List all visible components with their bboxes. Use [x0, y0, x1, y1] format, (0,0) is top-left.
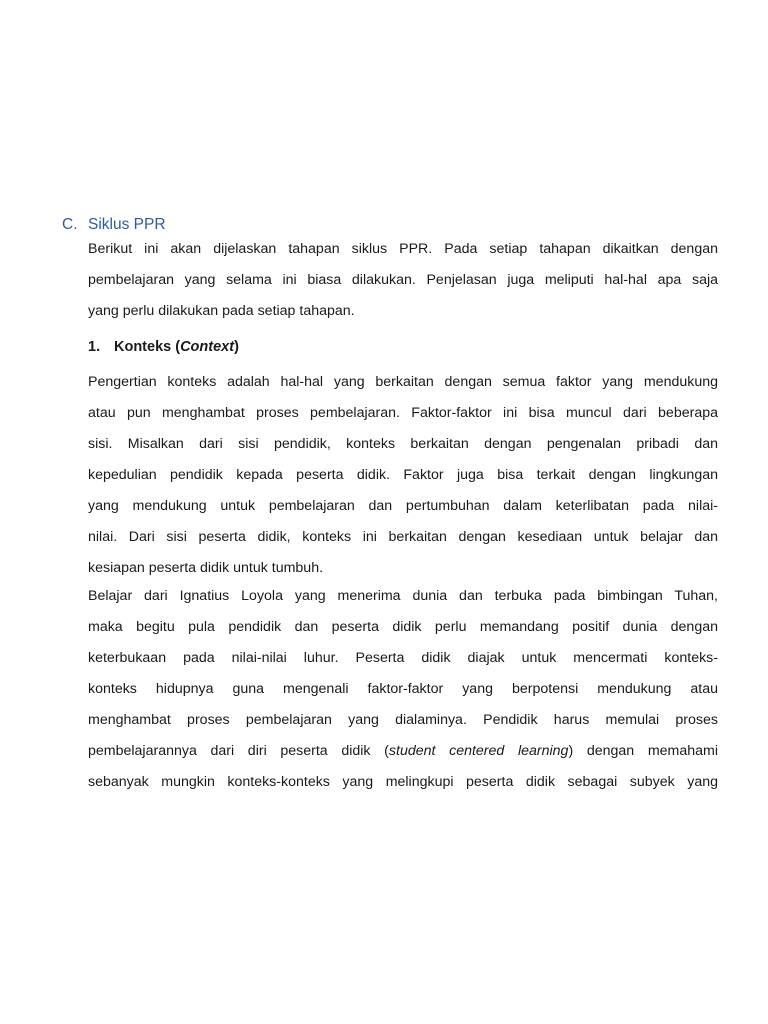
text-line: atau pun menghambat proses pembelajaran. Faktor-faktor ini bisa muncul dari beberapa	[88, 405, 718, 421]
paragraph-context-definition	[88, 367, 718, 584]
text-line-mixed	[88, 736, 718, 767]
subsection-title-end: )	[234, 339, 239, 355]
text-segment: ) dengan memahami	[568, 743, 718, 759]
text-line: kesiapan peserta didik untuk tumbuh.	[88, 560, 324, 576]
section-title: Siklus PPR	[88, 216, 166, 233]
text-line: sisi. Misalkan dari sisi pendidik, konteks berkaitan dengan pengenalan pribadi dan	[88, 436, 718, 452]
text-line: Berikut ini akan dijelaskan tahapan siklus PPR. Pada setiap tahapan dikaitkan dengan	[88, 241, 718, 257]
text-line: Belajar dari Ignatius Loyola yang menerima dunia dan terbuka pada bimbingan Tuhan,	[88, 588, 718, 604]
text-line: kepedulian pendidik kepada peserta didik. Faktor juga bisa terkait dengan lingkungan	[88, 467, 718, 483]
text-line: konteks hidupnya guna mengenali faktor-faktor yang berpotensi mendukung atau	[88, 681, 718, 697]
subsection-title-italic: Context	[180, 339, 235, 355]
section-heading	[62, 216, 166, 234]
text-line: Pengertian konteks adalah hal-hal yang berkaitan dengan semua faktor yang mendukung	[88, 374, 718, 390]
text-line: yang perlu dilakukan pada setiap tahapan.	[88, 303, 355, 319]
text-line: maka begitu pula pendidik dan peserta didik perlu memandang positif dunia dengan	[88, 619, 718, 635]
text-segment-italic: student centered learning	[388, 743, 569, 759]
intro-paragraph	[88, 234, 718, 327]
paragraph-ignatius	[88, 581, 718, 798]
text-line: nilai. Dari sisi peserta didik, konteks ini berkaitan dengan kesediaan untuk belajar dan	[88, 529, 718, 545]
subsection-title: Konteks (	[114, 339, 181, 355]
text-line: sebanyak mungkin konteks-konteks yang melingkupi peserta didik sebagai subyek yang	[88, 774, 718, 790]
text-line: menghambat proses pembelajaran yang dialaminya. Pendidik harus memulai proses	[88, 712, 718, 728]
text-segment: pembelajarannya dari diri peserta didik (	[88, 743, 389, 759]
text-line: pembelajaran yang selama ini biasa dilakukan. Penjelasan juga meliputi hal-hal apa saja	[88, 272, 718, 288]
text-line: yang mendukung untuk pembelajaran dan pertumbuhan dalam keterlibatan pada nilai-	[88, 498, 718, 514]
subsection-number: 1.	[88, 339, 101, 355]
section-letter: C.	[62, 216, 78, 233]
text-line: keterbukaan pada nilai-nilai luhur. Peserta didik diajak untuk mencermati konteks-	[88, 650, 718, 666]
subsection-heading	[88, 339, 239, 355]
